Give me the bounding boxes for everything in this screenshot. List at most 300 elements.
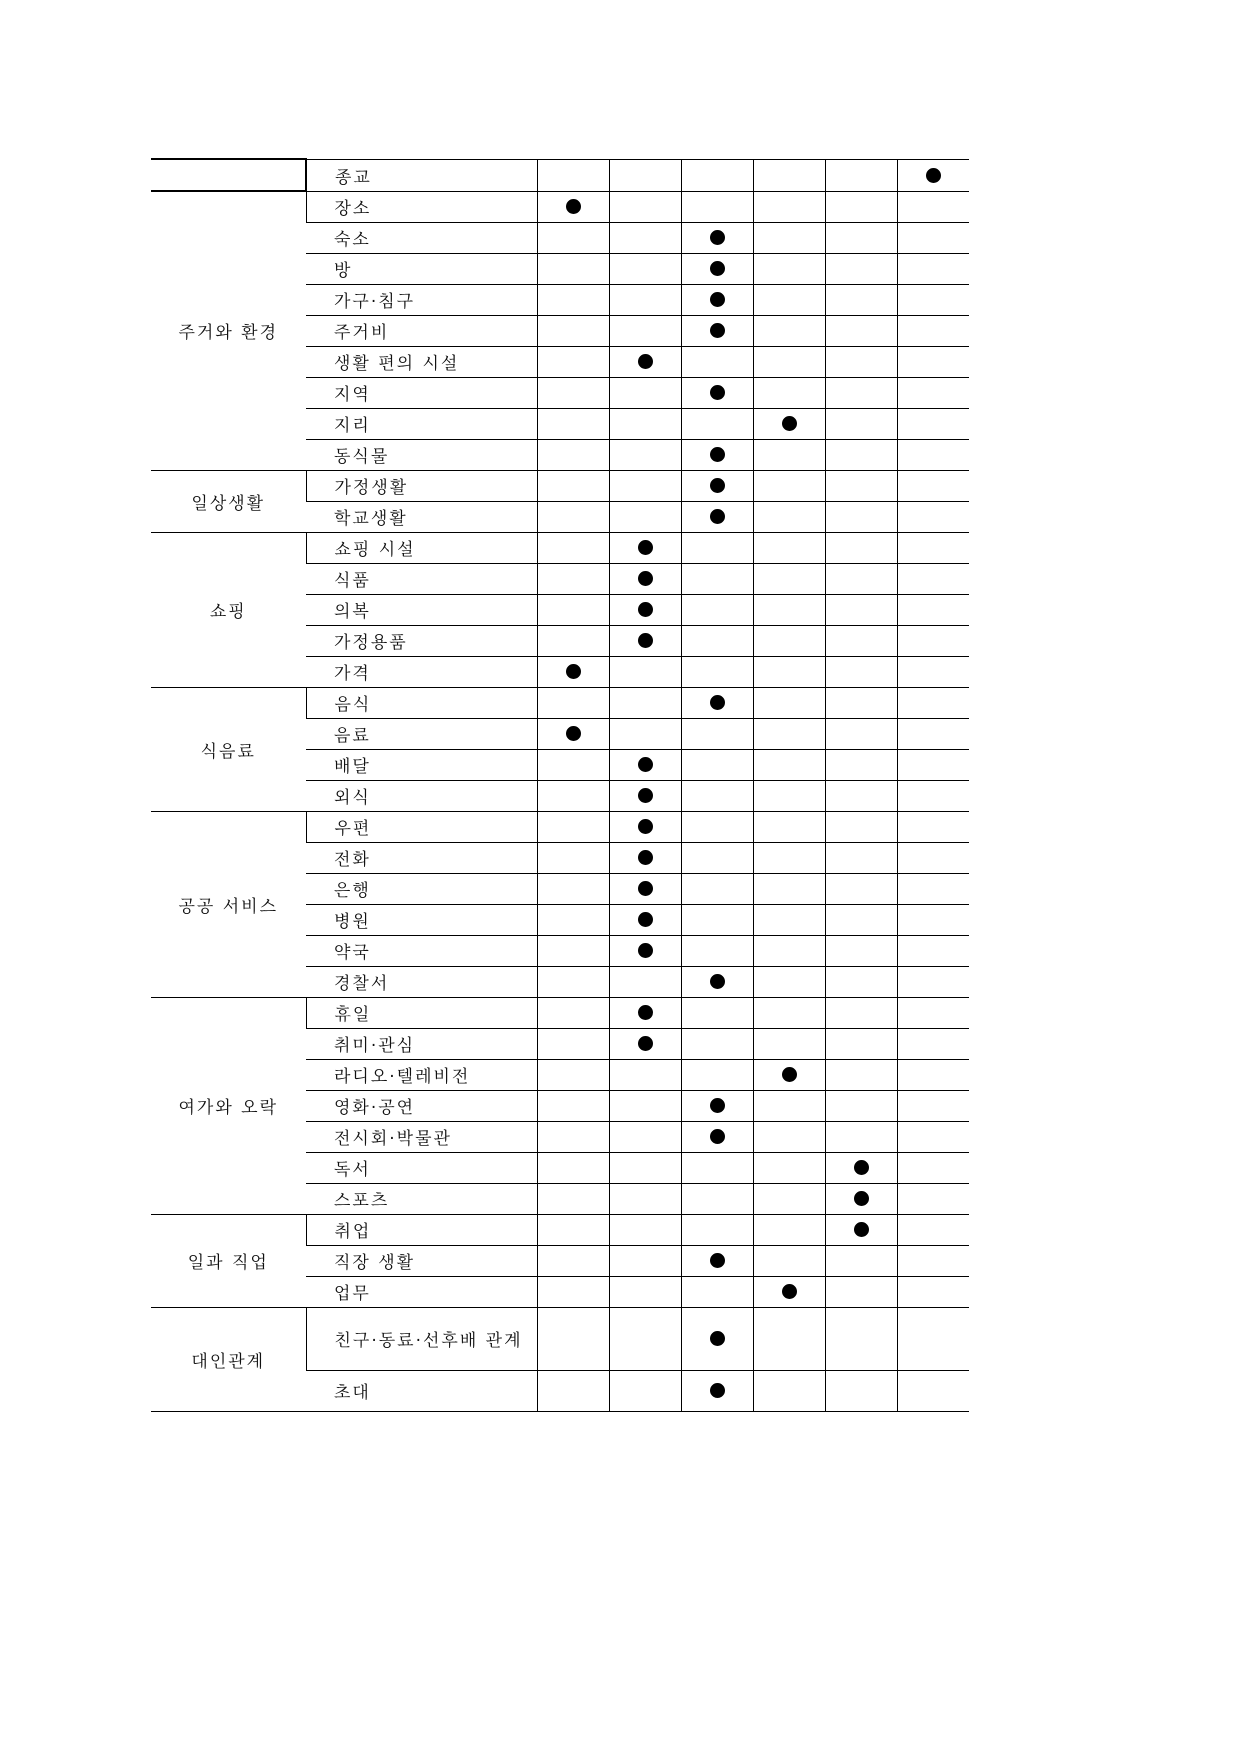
level-cell [609, 1059, 681, 1090]
level-cell [825, 625, 897, 656]
level-cell [609, 873, 681, 904]
level-cell [537, 811, 609, 842]
level-cell [609, 1245, 681, 1276]
level-cell [537, 1370, 609, 1411]
level-cell [609, 439, 681, 470]
level-cell [753, 1152, 825, 1183]
level-cell [897, 315, 969, 346]
filled-circle-icon [782, 1284, 797, 1299]
level-cell [681, 811, 753, 842]
level-cell [897, 377, 969, 408]
level-cell [537, 1183, 609, 1214]
level-cell [537, 501, 609, 532]
topic-cell: 스포츠 [306, 1183, 537, 1214]
topic-cell: 쇼핑 시설 [306, 532, 537, 563]
table-row [151, 532, 969, 563]
level-cell [537, 997, 609, 1028]
level-cell [753, 346, 825, 377]
topic-cell: 가정용품 [306, 625, 537, 656]
level-cell [681, 501, 753, 532]
level-cell [753, 904, 825, 935]
level-cell [753, 594, 825, 625]
level-cell [897, 563, 969, 594]
level-cell [897, 811, 969, 842]
topic-cell: 업무 [306, 1276, 537, 1307]
level-cell [753, 656, 825, 687]
level-cell [897, 997, 969, 1028]
level-cell [537, 935, 609, 966]
category-cell: 공공 서비스 [151, 811, 306, 997]
topic-cell: 가구·침구 [306, 284, 537, 315]
topic-cell: 종교 [306, 159, 537, 191]
level-cell [897, 284, 969, 315]
filled-circle-icon [926, 168, 941, 183]
level-cell [537, 284, 609, 315]
level-cell [609, 315, 681, 346]
level-cell [537, 346, 609, 377]
filled-circle-icon [638, 819, 653, 834]
level-cell [537, 1059, 609, 1090]
level-cell [897, 656, 969, 687]
level-cell [897, 1059, 969, 1090]
level-cell [825, 997, 897, 1028]
level-cell [753, 966, 825, 997]
level-cell [537, 904, 609, 935]
level-cell [537, 842, 609, 873]
table-row [151, 1307, 969, 1370]
topic-cell: 지리 [306, 408, 537, 439]
level-cell [681, 1152, 753, 1183]
level-cell [609, 1028, 681, 1059]
level-cell [897, 532, 969, 563]
level-cell [753, 470, 825, 501]
level-cell [753, 1059, 825, 1090]
level-cell [753, 718, 825, 749]
level-cell [681, 997, 753, 1028]
topic-cell: 가정생활 [306, 470, 537, 501]
table-row [151, 159, 969, 191]
level-cell [681, 1028, 753, 1059]
level-cell [609, 284, 681, 315]
level-cell [897, 346, 969, 377]
level-cell [609, 222, 681, 253]
level-cell [897, 501, 969, 532]
topic-cell: 주거비 [306, 315, 537, 346]
level-cell [681, 1090, 753, 1121]
level-cell [825, 315, 897, 346]
level-cell [825, 904, 897, 935]
level-cell [753, 687, 825, 718]
level-cell [681, 873, 753, 904]
level-cell [537, 408, 609, 439]
level-cell [825, 780, 897, 811]
level-cell [825, 1214, 897, 1245]
level-cell [753, 377, 825, 408]
level-cell [897, 1090, 969, 1121]
level-cell [825, 811, 897, 842]
level-cell [537, 191, 609, 222]
level-cell [825, 346, 897, 377]
topic-cell: 취업 [306, 1214, 537, 1245]
level-cell [609, 904, 681, 935]
level-cell [825, 966, 897, 997]
level-cell [897, 873, 969, 904]
topic-cell: 학교생활 [306, 501, 537, 532]
level-cell [825, 1152, 897, 1183]
level-cell [681, 1214, 753, 1245]
filled-circle-icon [710, 1098, 725, 1113]
level-cell [681, 191, 753, 222]
level-cell [537, 594, 609, 625]
level-cell [897, 470, 969, 501]
level-cell [825, 749, 897, 780]
topic-cell: 친구·동료·선후배 관계 [306, 1307, 537, 1370]
level-cell [681, 1245, 753, 1276]
level-cell [609, 1121, 681, 1152]
level-cell [753, 1028, 825, 1059]
level-cell [825, 1276, 897, 1307]
level-cell [609, 159, 681, 191]
level-cell [609, 687, 681, 718]
level-cell [609, 1370, 681, 1411]
level-cell [825, 873, 897, 904]
level-cell [753, 563, 825, 594]
level-cell [825, 842, 897, 873]
filled-circle-icon [710, 261, 725, 276]
level-cell [825, 1307, 897, 1370]
category-cell: 일과 직업 [151, 1214, 306, 1307]
level-cell [825, 408, 897, 439]
level-cell [537, 315, 609, 346]
level-cell [825, 253, 897, 284]
level-cell [681, 935, 753, 966]
level-cell [753, 935, 825, 966]
filled-circle-icon [638, 850, 653, 865]
filled-circle-icon [710, 695, 725, 710]
level-cell [681, 222, 753, 253]
level-cell [753, 159, 825, 191]
topic-cell: 숙소 [306, 222, 537, 253]
level-cell [897, 594, 969, 625]
level-cell [825, 501, 897, 532]
level-cell [753, 222, 825, 253]
level-cell [609, 1307, 681, 1370]
level-cell [609, 780, 681, 811]
topic-cell: 약국 [306, 935, 537, 966]
level-cell [609, 966, 681, 997]
level-cell [897, 408, 969, 439]
filled-circle-icon [638, 540, 653, 555]
level-cell [897, 966, 969, 997]
filled-circle-icon [566, 664, 581, 679]
level-cell [753, 1090, 825, 1121]
filled-circle-icon [710, 1129, 725, 1144]
level-cell [897, 439, 969, 470]
filled-circle-icon [566, 199, 581, 214]
topic-cell: 동식물 [306, 439, 537, 470]
level-cell [537, 470, 609, 501]
topic-cell: 라디오·텔레비전 [306, 1059, 537, 1090]
level-cell [897, 780, 969, 811]
level-cell [609, 594, 681, 625]
filled-circle-icon [710, 230, 725, 245]
filled-circle-icon [710, 509, 725, 524]
level-cell [681, 904, 753, 935]
filled-circle-icon [782, 416, 797, 431]
level-cell [825, 191, 897, 222]
level-cell [609, 346, 681, 377]
level-cell [681, 1370, 753, 1411]
level-cell [897, 687, 969, 718]
level-cell [681, 1121, 753, 1152]
table-row [151, 997, 969, 1028]
filled-circle-icon [638, 943, 653, 958]
category-cell: 여가와 오락 [151, 997, 306, 1214]
level-cell [753, 501, 825, 532]
level-cell [609, 501, 681, 532]
level-cell [897, 1121, 969, 1152]
table-row [151, 191, 969, 222]
level-cell [825, 377, 897, 408]
level-cell [825, 439, 897, 470]
level-cell [681, 532, 753, 563]
topic-cell: 직장 생활 [306, 1245, 537, 1276]
filled-circle-icon [710, 447, 725, 462]
level-cell [753, 253, 825, 284]
level-cell [609, 656, 681, 687]
level-cell [537, 1090, 609, 1121]
category-cell [151, 159, 306, 191]
level-cell [537, 749, 609, 780]
level-cell [537, 377, 609, 408]
level-cell [825, 718, 897, 749]
level-cell [537, 159, 609, 191]
level-cell [753, 625, 825, 656]
level-cell [681, 563, 753, 594]
level-topic-table [151, 158, 969, 1412]
level-cell [753, 532, 825, 563]
level-cell [897, 904, 969, 935]
level-cell [753, 439, 825, 470]
level-cell [681, 656, 753, 687]
level-cell [753, 191, 825, 222]
level-cell [897, 1152, 969, 1183]
level-cell [609, 408, 681, 439]
filled-circle-icon [638, 633, 653, 648]
filled-circle-icon [710, 323, 725, 338]
level-cell [897, 191, 969, 222]
level-cell [609, 997, 681, 1028]
level-cell [609, 377, 681, 408]
level-cell [825, 1090, 897, 1121]
level-cell [537, 1245, 609, 1276]
filled-circle-icon [782, 1067, 797, 1082]
topic-cell: 음식 [306, 687, 537, 718]
topic-cell: 의복 [306, 594, 537, 625]
category-cell: 식음료 [151, 687, 306, 811]
level-cell [897, 159, 969, 191]
table-body [151, 159, 969, 1411]
category-cell: 일상생활 [151, 470, 306, 532]
level-cell [825, 1028, 897, 1059]
topic-cell: 취미·관심 [306, 1028, 537, 1059]
level-cell [825, 1059, 897, 1090]
level-cell [753, 780, 825, 811]
level-cell [897, 1028, 969, 1059]
level-cell [753, 1370, 825, 1411]
level-cell [753, 842, 825, 873]
topic-cell: 지역 [306, 377, 537, 408]
level-cell [753, 873, 825, 904]
filled-circle-icon [638, 788, 653, 803]
level-cell [609, 811, 681, 842]
topic-cell: 장소 [306, 191, 537, 222]
filled-circle-icon [638, 354, 653, 369]
filled-circle-icon [854, 1191, 869, 1206]
level-cell [825, 222, 897, 253]
level-cell [537, 625, 609, 656]
level-cell [825, 159, 897, 191]
level-cell [537, 439, 609, 470]
level-cell [897, 1307, 969, 1370]
level-cell [753, 1245, 825, 1276]
level-cell [609, 935, 681, 966]
level-cell [897, 935, 969, 966]
level-cell [897, 1245, 969, 1276]
level-cell [609, 532, 681, 563]
level-cell [609, 1090, 681, 1121]
level-cell [681, 1276, 753, 1307]
topic-cell: 방 [306, 253, 537, 284]
level-cell [753, 997, 825, 1028]
topic-cell: 경찰서 [306, 966, 537, 997]
level-cell [537, 532, 609, 563]
topic-cell: 초대 [306, 1370, 537, 1411]
level-cell [753, 408, 825, 439]
filled-circle-icon [638, 602, 653, 617]
level-cell [897, 1370, 969, 1411]
level-cell [681, 253, 753, 284]
level-cell [681, 1183, 753, 1214]
level-cell [897, 253, 969, 284]
level-cell [537, 1121, 609, 1152]
level-cell [897, 718, 969, 749]
table-row [151, 1214, 969, 1245]
filled-circle-icon [854, 1160, 869, 1175]
level-cell [681, 749, 753, 780]
level-cell [609, 470, 681, 501]
table-row [151, 687, 969, 718]
filled-circle-icon [638, 1036, 653, 1051]
topic-cell: 영화·공연 [306, 1090, 537, 1121]
level-cell [609, 1214, 681, 1245]
level-cell [681, 687, 753, 718]
level-cell [825, 935, 897, 966]
filled-circle-icon [566, 726, 581, 741]
level-cell [753, 1307, 825, 1370]
level-cell [609, 563, 681, 594]
level-cell [897, 1183, 969, 1214]
filled-circle-icon [854, 1222, 869, 1237]
level-cell [537, 1028, 609, 1059]
category-cell: 대인관계 [151, 1307, 306, 1411]
level-cell [897, 842, 969, 873]
level-cell [681, 718, 753, 749]
level-cell [681, 408, 753, 439]
topic-cell: 외식 [306, 780, 537, 811]
level-cell [681, 966, 753, 997]
level-cell [681, 159, 753, 191]
level-cell [753, 1276, 825, 1307]
level-cell [609, 842, 681, 873]
level-cell [609, 1276, 681, 1307]
filled-circle-icon [710, 478, 725, 493]
filled-circle-icon [710, 974, 725, 989]
level-cell [537, 1152, 609, 1183]
topic-cell: 은행 [306, 873, 537, 904]
level-cell [537, 1276, 609, 1307]
level-cell [825, 284, 897, 315]
level-cell [825, 1183, 897, 1214]
level-cell [537, 563, 609, 594]
table-row [151, 811, 969, 842]
topic-cell: 생활 편의 시설 [306, 346, 537, 377]
level-cell [825, 532, 897, 563]
level-cell [897, 222, 969, 253]
level-cell [753, 749, 825, 780]
category-cell: 주거와 환경 [151, 191, 306, 470]
level-cell [753, 1183, 825, 1214]
level-cell [825, 1245, 897, 1276]
filled-circle-icon [638, 912, 653, 927]
level-cell [537, 222, 609, 253]
level-cell [825, 687, 897, 718]
level-cell [609, 253, 681, 284]
level-cell [897, 749, 969, 780]
level-cell [825, 470, 897, 501]
level-cell [537, 966, 609, 997]
filled-circle-icon [638, 757, 653, 772]
level-cell [537, 1214, 609, 1245]
level-cell [681, 780, 753, 811]
filled-circle-icon [638, 571, 653, 586]
topic-cell: 가격 [306, 656, 537, 687]
level-cell [825, 1370, 897, 1411]
level-cell [609, 749, 681, 780]
table-row [151, 470, 969, 501]
level-cell [609, 1183, 681, 1214]
level-cell [537, 1307, 609, 1370]
category-cell: 쇼핑 [151, 532, 306, 687]
level-cell [825, 594, 897, 625]
filled-circle-icon [710, 1383, 725, 1398]
level-cell [681, 284, 753, 315]
level-cell [537, 656, 609, 687]
level-cell [681, 594, 753, 625]
level-cell [609, 191, 681, 222]
level-cell [897, 1214, 969, 1245]
filled-circle-icon [710, 1331, 725, 1346]
filled-circle-icon [710, 292, 725, 307]
level-cell [609, 1152, 681, 1183]
level-cell [537, 687, 609, 718]
level-cell [753, 1121, 825, 1152]
topic-cell: 전화 [306, 842, 537, 873]
filled-circle-icon [710, 385, 725, 400]
filled-circle-icon [710, 1253, 725, 1268]
level-cell [681, 346, 753, 377]
level-cell [681, 470, 753, 501]
